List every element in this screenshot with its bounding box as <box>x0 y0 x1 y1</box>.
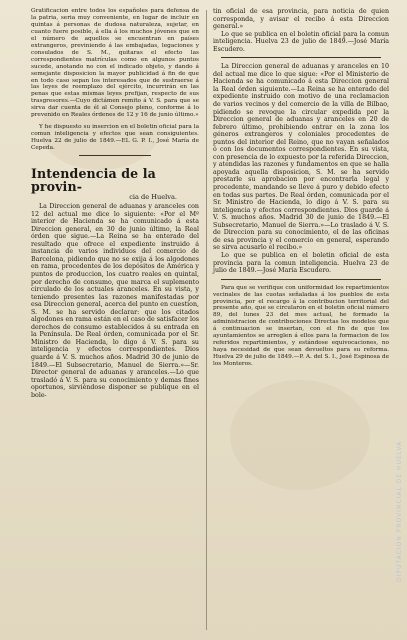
right-middle-signoff: Lo que se publica en el boletin oficial de esta provincia para la comun inteligencia. Huelva 23 de julio de 1849.—José María Escudero. <box>213 251 392 275</box>
right-top-paragraph: tin oficial de esa provincia, para noticia de quien corresponda, y avisar el recibo á esta Direccion general.» <box>213 8 392 31</box>
section-heading: Intendencia de la provin- <box>31 166 156 195</box>
left-block1-paragraph: Gratificacion entre todos los españoles para defensa de la patria, seria muy conveniente, en lugar de incluir en quintas á personas de dudosa naturaleza, sujetar, en cuanto fuere posible, á ella á los muchos jóvenes que en el número de aquellos se encuentran en países extrangeros, previniendo á las embajadas, legaciones y consulados de S. M., quitaras el efecto las correspondientes matrículas como en algunos puntos sucede, anotando no con el indicado objeto, y dando á semejante disposicion la mayor publicidad á fin de que en todo caso sepan los interesados que de sustraerse á las leyes de reemplazo del ejército, incurrirán en las penas que estas mismas leyes prefijan, respecto de sus trasgresores.—Cuyo dictámen remito á V. S. para que se sirva dar cuenta de él al Consejo pleno, conforme á lo prevenido en Reales órdenes de 12 y 16 de junio último.» <box>31 8 201 119</box>
column-divider <box>206 10 207 630</box>
left-block1-signoff: Y he dispuesto su insercion en el boletin oficial para la comun inteligencia y efectos que sean consiguientes. Huelva 22 de julio de 1849.—EL G. P. I., José María de Cepeda. <box>31 124 201 152</box>
left-column <box>31 8 202 636</box>
section-subheading: cia de Huelva. <box>129 193 177 202</box>
right-top-signoff: Lo que se publica en el boletin oficial para la comun inteligencia. Huelva 23 de julio de 1849.—José María Escudero. <box>213 30 392 53</box>
right-column <box>213 8 392 636</box>
right-middle-paragraph: La Direccion general de aduanas y aranceles en 10 del actual me dice lo que sigue: «Por el Ministerio de Hacienda se ha comunicado á esta Direccion general la Real órden siguiente.—La Reina se ha enterado del expediente instruido con motivo de una reclamacion de varios vecinos y del comercio de la villa de Bilbao, pidiendo se revoque la circular expedida por la Direccion general de aduanas y aranceles en 20 de febrero último, prohibiendo entrar en la zona los géneros extrangeros y coloniales procedentes de puntos del interior del Reino, que no vayan señalados ó con los documentos correspondientes. En su vista, con presencia de lo expuesto por la referida Direccion, y atendidas las razones y fundamentos en que se halla apoyada aquella disposicion, S. M. se ha servido prestarle su aprobacion por encontrarla legal y procedente, mandando se lleve á puro y debido efecto en todas sus partes. De Real órden, comunicada por el Sr. Ministro de Hacienda, lo digo á V. S. para su inteligencia y efectos correspondientes. Dios guarde á V. S. muchos años. Madrid 30 de junio de 1849.—El Subsecretario, Manuel de Sierra.»—Lo traslado á V. S. de Direccion para su conocimiento, el de las oficinas de esa provincia y el comercio en general, esperando se sirva acusarlo el recibo.» <box>213 63 392 252</box>
right-bottom-paragraph: Para que se verifique con uniformidad los repartimientos vecinales de las cuotas señaladas á los pueblos de esta provincia, por el recargo á la contribucion territorial del presente año, que se circularon en el boletin oficial número 89, del lunes 23 del mes actual, he formado la administracion de contribuciones Directas los modelos que á continuacion se insertan, con el fin de que los ayuntamientos se arreglen á ellos para la formacion de los referidos repartimientos, y estándose equivocaciones, no haya necesidad de que sean devueltos para su reforma. Huelva 29 de julio de 1849.—P. A. del S. I., José Espinosa de los Monteros. <box>213 284 391 368</box>
left-block2-paragraph: La Direccion general de aduanas y aranceles con 12 del actual me dice lo siguiente: «Por el Mº interior de Hacienda se ha comunicado á esta Direccion general, en 30 de junio último, la Real órden que sigue.—La Reina se ha enterado del resultado que ofrece el expediente instruido á instancia de varios individuos del comercio de Barcelona, pidiendo que no se exija á los algodones en rama, procedentes de los depósitos de América y puntos de produccion, los cuatro reales en quintal, por derecho de consumo, que marca el suplemento circulado de los actuales aranceles. En su vista, y teniendo presentes las razones manifestadas por esa Direccion general, acerca del punto en cuestion, S. M. se ha servido declarar: que los citados algodones en rama están en el caso de satisfacer los derechos de consumo establecidos á su entrada en la Península. De Real órden, comunicada por el Sr. Ministro de Hacienda, lo digo á V. S. para su inteligencia y efectos correspondientes. Dios guarde á V. S. muchos años. Madrid 30 de junio de 1849.—El Subsecretario, Manuel de Sierra.»—Sr. Director general de aduanas y aranceles.—Lo que trasladó á V. S. para su conocimiento y demas fines oportunos, sirviéndose disponer se publique en el bole- <box>31 203 202 399</box>
archive-watermark: DIPUTACIÓN PROVINCIAL DE HUELVA <box>396 440 403 582</box>
